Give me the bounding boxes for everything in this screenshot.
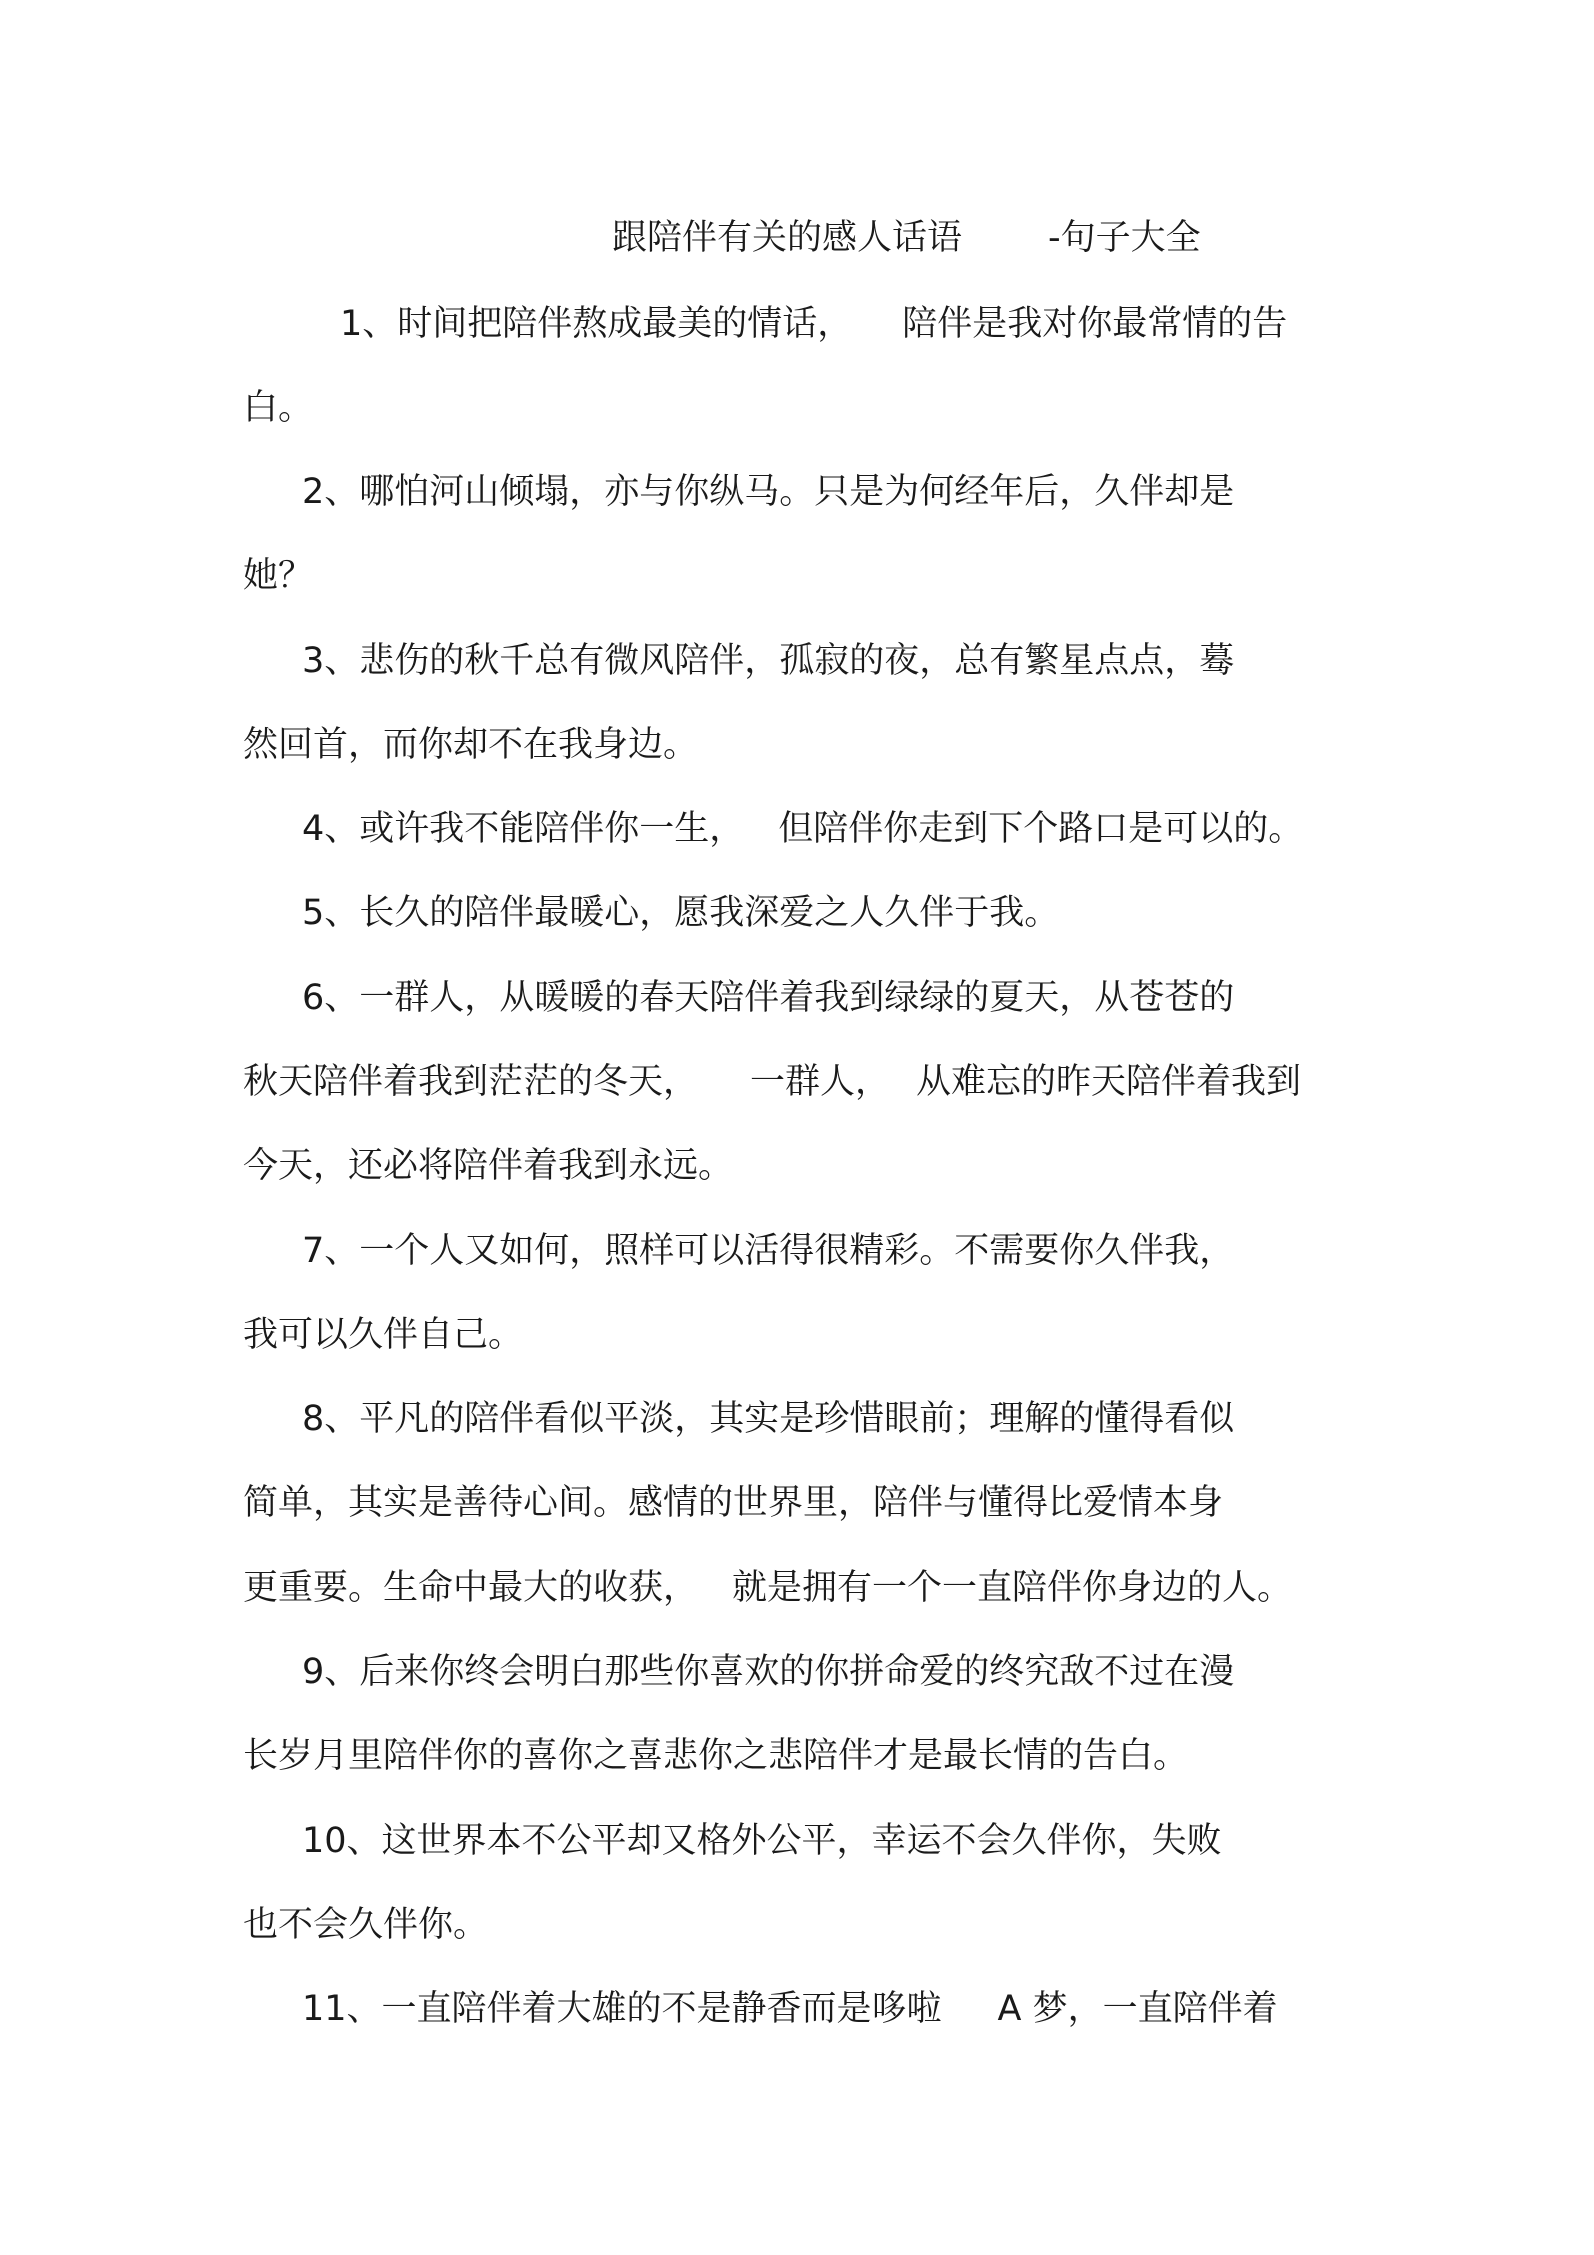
text-segment: 简单，其实是善待心间。感情的世界里，陪伴与懂得比爱情本身 (243, 1483, 1224, 1523)
text-segment: 她？ (243, 556, 314, 596)
paragraph-10-line-2 (243, 1901, 488, 1949)
text-segment: 长岁月里陪伴你的喜你之喜悲你之悲陪伴才是最长情的告白。 (243, 1736, 1189, 1776)
text-segment: 1、时间把陪伴熬成最美的情话， (340, 304, 853, 344)
text-segment: 6、一群人，从暖暖的春天陪伴着我到绿绿的夏天，从苍苍的 (302, 978, 1235, 1018)
paragraph-9-line-1 (302, 1648, 1234, 1696)
title-suffix: -句子大全 (1048, 218, 1201, 258)
text-segment: 但陪伴你走到下个路口是可以的。 (778, 809, 1304, 849)
text-segment: 10、这世界本不公平却又格外公平，幸运不会久伴你，失败 (302, 1821, 1222, 1861)
paragraph-3-line-1 (302, 637, 1234, 685)
paragraph-4-line-1 (302, 805, 1303, 853)
text-segment: 就是拥有一个一直陪伴你身边的人。 (732, 1568, 1293, 1608)
paragraph-8-line-2 (243, 1479, 1223, 1527)
paragraph-2-line-1 (302, 468, 1234, 516)
paragraph-2-line-2 (243, 552, 313, 600)
paragraph-5-line-1 (302, 889, 1059, 937)
text-segment: 从难忘的昨天陪伴着我到 (916, 1062, 1302, 1102)
text-segment: 3、悲伤的秋千总有微风陪伴，孤寂的夜，总有繁星点点，蓦 (302, 641, 1235, 681)
paragraph-10-line-1 (302, 1817, 1222, 1865)
paragraph-8-line-1 (302, 1395, 1234, 1443)
text-segment: A 梦，一直陪伴着 (997, 1989, 1278, 2029)
text-segment: 陪伴是我对你最常情的告 (902, 304, 1288, 344)
text-segment: 5、长久的陪伴最暖心，愿我深爱之人久伴于我。 (302, 893, 1060, 933)
document-title (0, 213, 1594, 263)
text-segment: 也不会久伴你。 (243, 1905, 489, 1945)
paragraph-1-line-1 (340, 300, 1287, 348)
paragraph-8-line-3 (243, 1564, 1292, 1612)
paragraph-7-line-1 (302, 1227, 1234, 1275)
text-segment: 然回首，而你却不在我身边。 (243, 725, 699, 765)
text-segment: 我可以久伴自己。 (243, 1315, 524, 1355)
paragraph-6-line-3 (243, 1142, 733, 1190)
paragraph-9-line-2 (243, 1732, 1188, 1780)
text-segment: 更重要。生命中最大的收获， (243, 1568, 699, 1608)
paragraph-7-line-2 (243, 1311, 523, 1359)
text-segment: 7、一个人又如何，照样可以活得很精彩。不需要你久伴我， (302, 1231, 1235, 1271)
paragraph-11-line-1 (302, 1985, 1278, 2033)
text-segment: 2、哪怕河山倾塌，亦与你纵马。只是为何经年后，久伴却是 (302, 472, 1235, 512)
text-segment: 一群人， (750, 1062, 891, 1102)
paragraph-6-line-1 (302, 974, 1234, 1022)
text-segment: 今天，还必将陪伴着我到永远。 (243, 1146, 734, 1186)
text-segment: 4、或许我不能陪伴你一生， (302, 809, 745, 849)
text-segment: 11、一直陪伴着大雄的不是静香而是哆啦 (302, 1989, 942, 2029)
text-segment: 9、后来你终会明白那些你喜欢的你拼命爱的终究敌不过在漫 (302, 1652, 1235, 1692)
paragraph-6-line-2 (243, 1058, 1301, 1106)
text-segment: 8、平凡的陪伴看似平淡，其实是珍惜眼前；理解的懂得看似 (302, 1399, 1235, 1439)
text-segment: 秋天陪伴着我到茫茫的冬天， (243, 1062, 699, 1102)
paragraph-3-line-2 (243, 721, 698, 769)
title-text: 跟陪伴有关的感人话语 (612, 218, 963, 258)
paragraph-1-line-2 (243, 384, 313, 432)
text-segment: 白。 (243, 388, 314, 428)
